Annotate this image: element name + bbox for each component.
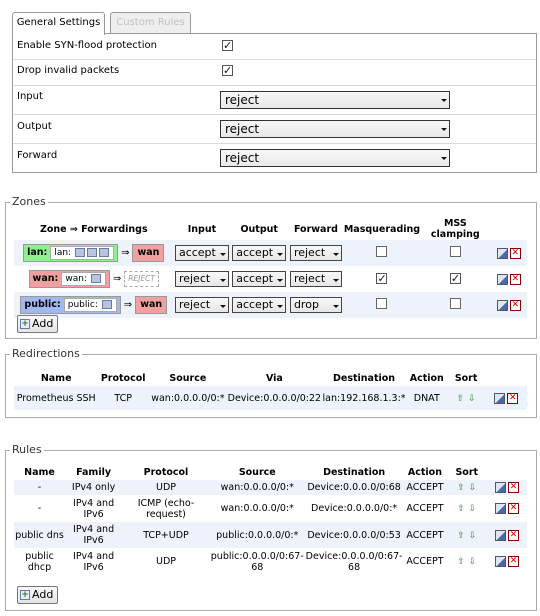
redir-destination: lan:192.168.1.3:*: [321, 386, 407, 410]
output-row: [13, 115, 536, 144]
edit-icon[interactable]: [494, 393, 505, 404]
zone-networks: [61, 272, 106, 286]
sort-up-icon[interactable]: ⇧: [457, 504, 465, 514]
rules-header-actions: [487, 465, 527, 480]
zone-inner-label: lan:: [54, 248, 72, 258]
rule-source: wan:0.0.0.0/0:*: [210, 480, 305, 495]
zone-networks: [64, 298, 117, 312]
edit-icon[interactable]: [495, 530, 506, 541]
forward-row: [13, 144, 536, 173]
forward-policy-select[interactable]: [220, 149, 450, 167]
drop-invalid-checkbox[interactable]: ✓: [223, 64, 233, 77]
zones-header-output: Output: [240, 223, 278, 235]
delete-icon[interactable]: ✕: [509, 392, 517, 403]
sort-up-icon[interactable]: ⇧: [457, 530, 465, 541]
rule-protocol: UDP: [122, 480, 210, 495]
forward-arrow: ⇒: [121, 247, 130, 259]
zone-output-select[interactable]: [232, 297, 286, 313]
add-rule-label: Add: [32, 588, 54, 601]
edit-icon[interactable]: [495, 556, 506, 567]
redir-action: DNAT: [407, 386, 447, 410]
redir-name: Prometheus SSH: [14, 386, 98, 410]
zone-input-select[interactable]: [175, 245, 229, 261]
rule-action: ACCEPT: [404, 548, 447, 575]
sort-down-icon[interactable]: ⇩: [468, 530, 477, 541]
select-value: reject: [178, 272, 211, 285]
zones-section: [5, 195, 537, 339]
chevron-down-icon: [333, 305, 339, 308]
redir-header-destination: Destination: [333, 373, 396, 384]
add-icon: +: [21, 590, 29, 600]
zone-input-select[interactable]: [175, 297, 229, 313]
table-row: [14, 522, 527, 548]
rules-header-destination: Destination: [323, 467, 386, 478]
input-policy-value: reject: [225, 93, 260, 107]
network-icon: [75, 248, 85, 257]
input-policy-select[interactable]: [220, 91, 450, 109]
delete-icon[interactable]: ✕: [509, 482, 518, 492]
select-value: reject: [293, 246, 326, 259]
edit-icon[interactable]: [497, 248, 508, 259]
rule-name: public dhcp: [14, 548, 65, 575]
zone-row: [14, 292, 527, 318]
zones-header-actions: [491, 218, 527, 240]
zone-input-select[interactable]: [175, 271, 229, 287]
rule-family: IPv4 and IPv6: [65, 522, 122, 548]
redirections-table: [14, 371, 527, 410]
sort-up-icon[interactable]: ⇧: [456, 393, 465, 404]
mss-clamping-checkbox[interactable]: [450, 298, 461, 309]
rule-family: IPv4 only: [65, 480, 122, 495]
masquerading-checkbox[interactable]: ✓: [377, 272, 387, 285]
zones-legend: Zones: [12, 195, 46, 208]
zones-header-masquerading: Masquerading: [343, 223, 421, 235]
rules-legend: Rules: [12, 443, 42, 456]
zone-output-select[interactable]: [232, 245, 286, 261]
rule-destination: Device:0.0.0.0/0:*: [305, 495, 404, 522]
select-value: accept: [236, 272, 274, 285]
redir-header-action: Action: [409, 373, 444, 384]
rule-action: ACCEPT: [404, 480, 447, 495]
network-icon: [99, 248, 109, 257]
forward-policy-value: reject: [225, 151, 260, 165]
network-icon: [102, 300, 112, 309]
redir-source: wan:0.0.0.0/0:*: [148, 386, 228, 410]
syn-flood-row: [13, 34, 536, 60]
input-row: [13, 86, 536, 115]
zone-forward-select[interactable]: [290, 245, 342, 261]
rules-header-source: Source: [238, 467, 276, 478]
forward-arrow: ⇒: [112, 273, 122, 285]
redirections-section: [5, 347, 537, 418]
zone-inner-label: wan:: [65, 274, 87, 284]
redir-header-source: Source: [169, 373, 207, 384]
tab-general-settings[interactable]: General Settings: [12, 12, 105, 35]
edit-icon[interactable]: [497, 300, 508, 311]
rule-name: -: [14, 495, 65, 522]
rule-name: public dns: [14, 522, 65, 548]
delete-icon[interactable]: ✕: [511, 299, 520, 310]
add-icon: +: [21, 319, 29, 329]
rule-protocol: UDP: [122, 548, 210, 575]
zone-forward-select[interactable]: [290, 271, 342, 287]
output-label: Output: [17, 121, 52, 132]
forward-label: Forward: [17, 150, 58, 161]
network-icon: [87, 248, 97, 257]
delete-icon[interactable]: ✕: [509, 503, 518, 513]
rule-family: IPv4 and IPv6: [65, 495, 122, 522]
output-policy-value: reject: [225, 122, 260, 136]
zone-name: lan:: [27, 247, 48, 258]
select-value: reject: [293, 272, 326, 285]
chevron-down-icon: [441, 128, 447, 131]
mss-clamping-checkbox[interactable]: ✓: [450, 272, 461, 285]
drop-invalid-label: Drop invalid packets: [17, 65, 120, 76]
rules-section: [5, 443, 537, 611]
zone-lan-badge[interactable]: [23, 244, 118, 262]
rules-table: [14, 465, 527, 575]
zone-row: [14, 240, 527, 266]
chevron-down-icon: [441, 157, 447, 160]
rule-name: -: [14, 480, 65, 495]
zones-header-forward: Forward: [293, 223, 338, 235]
general-settings-panel: [12, 33, 537, 173]
redir-header-via: Via: [265, 373, 283, 384]
sort-down-icon[interactable]: ⇩: [468, 504, 477, 514]
rules-header-name: Name: [24, 467, 55, 478]
network-icon: [91, 274, 101, 283]
rule-destination: Device:0.0.0.0/0:68: [305, 480, 404, 495]
syn-flood-checkbox[interactable]: ✓: [223, 39, 233, 52]
chevron-down-icon: [333, 279, 339, 282]
zones-header-mss: MSS clamping: [430, 218, 480, 240]
rule-source: wan:0.0.0.0/0:*: [210, 495, 305, 522]
redir-via: Device:0.0.0.0/0:22: [228, 386, 321, 410]
sort-down-icon[interactable]: ⇩: [468, 557, 477, 567]
tab-custom-rules[interactable]: Custom Rules: [110, 12, 191, 34]
rule-family: IPv4 and IPv6: [65, 548, 122, 575]
edit-icon[interactable]: [495, 482, 506, 493]
select-value: reject: [178, 298, 211, 311]
chevron-down-icon: [277, 253, 283, 256]
redirections-legend: Redirections: [12, 347, 80, 360]
syn-flood-label: Enable SYN-flood protection: [17, 40, 157, 51]
zones-table: [14, 218, 527, 318]
redir-protocol: TCP: [98, 386, 148, 410]
rules-header-protocol: Protocol: [143, 467, 189, 478]
rule-source: public:0.0.0.0/0:67-68: [210, 548, 305, 575]
zone-public-badge[interactable]: [20, 296, 120, 314]
chevron-down-icon: [441, 99, 447, 102]
table-row: [14, 480, 527, 495]
forward-target-wan: wan: [135, 296, 167, 314]
edit-icon[interactable]: [497, 274, 508, 285]
forward-target-wan: wan: [132, 244, 164, 262]
delete-icon[interactable]: ✕: [509, 556, 518, 566]
add-zone-button[interactable]: [17, 315, 58, 333]
table-row: [14, 495, 527, 522]
zones-header-zone: Zone ⇒ Forwardings: [39, 223, 148, 235]
chevron-down-icon: [277, 279, 283, 282]
redir-header-actions: [486, 371, 527, 386]
zone-name: wan:: [32, 273, 59, 284]
redir-header-name: Name: [40, 373, 72, 384]
zone-name: public:: [24, 299, 61, 310]
select-value: drop: [293, 298, 319, 311]
zone-output-select[interactable]: [232, 271, 286, 287]
masquerading-checkbox[interactable]: [376, 298, 387, 309]
forward-arrow: ⇒: [123, 299, 133, 311]
input-label: Input: [17, 91, 43, 102]
sort-down-icon[interactable]: ⇩: [468, 483, 477, 493]
zone-row: [14, 266, 527, 292]
add-rule-button[interactable]: [17, 586, 58, 604]
redir-header-protocol: Protocol: [100, 373, 146, 384]
rule-action: ACCEPT: [404, 495, 447, 522]
output-policy-select[interactable]: [220, 120, 450, 138]
rule-protocol: TCP+UDP: [122, 522, 210, 548]
delete-icon[interactable]: ✕: [509, 529, 518, 540]
zones-header-input: Input: [187, 223, 217, 235]
chevron-down-icon: [277, 305, 283, 308]
table-row: [14, 386, 527, 410]
select-value: accept: [236, 246, 274, 259]
table-row: [14, 548, 527, 575]
rule-destination: Device:0.0.0.0/0:53: [305, 522, 404, 548]
sort-down-icon[interactable]: ⇩: [468, 393, 476, 404]
rule-protocol: ICMP (echo-request): [122, 495, 210, 522]
edit-icon[interactable]: [495, 503, 506, 514]
zone-forward-select[interactable]: [290, 297, 342, 313]
forward-target-reject: REJECT: [124, 271, 159, 287]
zone-wan-badge[interactable]: [29, 270, 110, 288]
select-value: accept: [178, 246, 216, 259]
chevron-down-icon: [220, 279, 226, 282]
rules-header-family: Family: [76, 467, 112, 478]
sort-up-icon[interactable]: ⇧: [457, 483, 465, 493]
zone-networks: [50, 246, 114, 260]
rules-header-sort: Sort: [455, 467, 479, 478]
chevron-down-icon: [220, 253, 226, 256]
delete-icon[interactable]: ✕: [511, 247, 520, 258]
drop-invalid-row: [13, 60, 536, 86]
select-value: accept: [236, 298, 274, 311]
zone-inner-label: public:: [67, 300, 98, 310]
rules-header-action: Action: [407, 467, 442, 478]
chevron-down-icon: [220, 305, 226, 308]
add-zone-label: Add: [32, 317, 54, 330]
rule-action: ACCEPT: [404, 522, 447, 548]
delete-icon[interactable]: ✕: [511, 273, 520, 284]
masquerading-checkbox[interactable]: [376, 246, 387, 257]
rule-source: public:0.0.0.0/0:*: [210, 522, 305, 548]
sort-up-icon[interactable]: ⇧: [457, 557, 465, 567]
mss-clamping-checkbox[interactable]: [450, 246, 461, 257]
rule-destination: Device:0.0.0.0/0:67-68: [305, 548, 404, 575]
redir-header-sort: Sort: [454, 373, 478, 384]
chevron-down-icon: [333, 253, 339, 256]
